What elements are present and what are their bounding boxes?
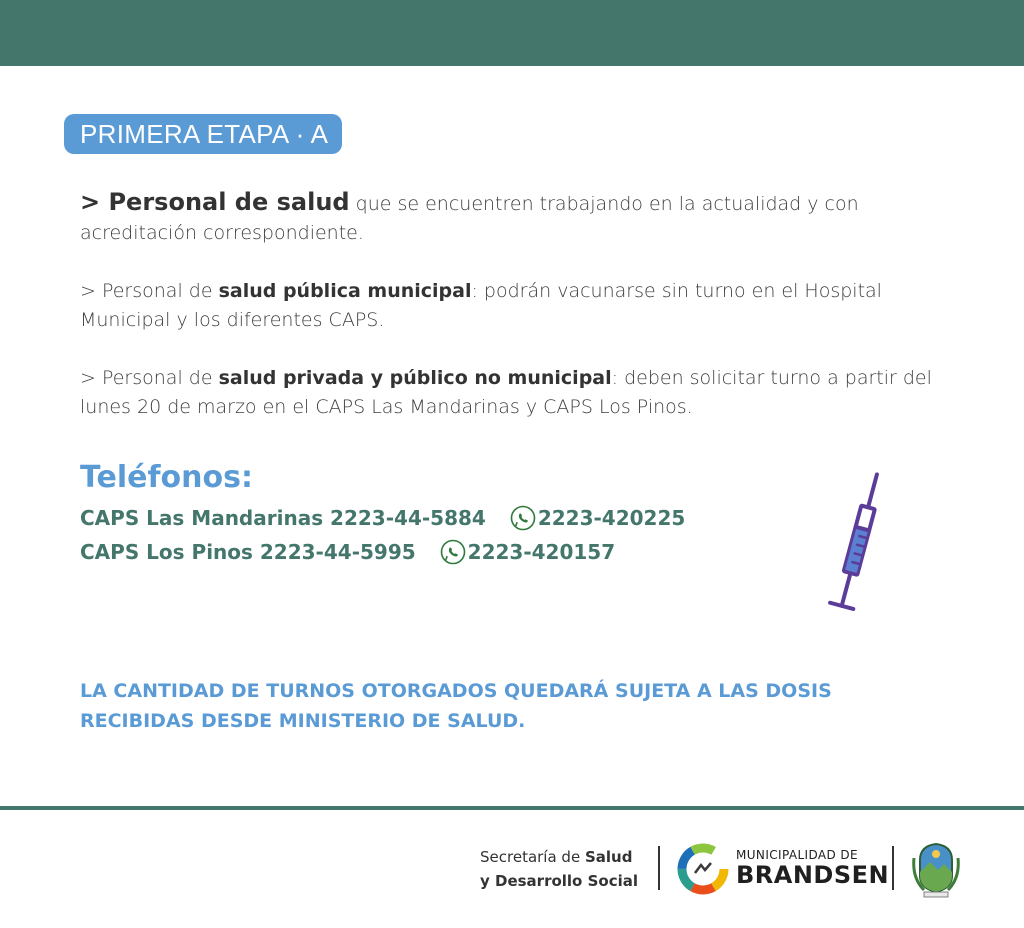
item-text: que se encuentren trabajando en la actualidad y con acreditación correspondiente. [80, 193, 859, 244]
whatsapp-number: 2223-420157 [467, 540, 616, 564]
item-text: : podrán vacunarse sin turno en el Hospital Municipal y los diferentes CAPS. [80, 280, 882, 331]
eligibility-item-private [80, 364, 950, 422]
eligibility-item-health-staff [80, 188, 950, 248]
item-highlight: Personal de salud [108, 188, 350, 216]
phone-row-mandarinas [80, 503, 685, 533]
phone-label: CAPS Los Pinos 2223-44-5995 [80, 540, 416, 564]
phone-row-pinos [80, 537, 615, 567]
whatsapp-icon [440, 539, 466, 565]
secretaria-label: Secretaría de Salud y Desarrollo Social [480, 848, 638, 890]
item-prefix: > [80, 188, 109, 216]
stage-badge: PRIMERA ETAPA · A [64, 114, 342, 154]
whatsapp-contact[interactable] [440, 539, 615, 565]
dose-notice: LA CANTIDAD DE TURNOS OTORGADOS QUEDARÁ SUJETA A LAS DOSIS RECIBIDAS DESDE MINISTERIO DE SALUD. [80, 680, 832, 732]
item-highlight: salud pública municipal [218, 280, 472, 302]
municipal-logo [677, 843, 729, 895]
phones-title: Teléfonos: [80, 460, 253, 495]
eligibility-list [80, 188, 950, 451]
footer-separator [658, 846, 660, 890]
footer-separator [892, 846, 894, 890]
whatsapp-icon [510, 505, 536, 531]
top-banner [0, 0, 1024, 66]
item-text: : deben solicitar turno a partir del lunes 20 de marzo en el CAPS Las Mandarinas y CAPS Los Pinos. [80, 367, 932, 418]
whatsapp-contact[interactable] [510, 505, 685, 531]
eligibility-item-municipal [80, 277, 950, 335]
item-highlight: salud privada y público no municipal [218, 367, 612, 389]
footer-divider [0, 806, 1024, 810]
item-prefix: > Personal de [80, 280, 219, 302]
coat-of-arms [910, 838, 962, 898]
municipality-name: MUNICIPALIDAD DE BRANDSEN [736, 848, 890, 889]
item-prefix: > Personal de [80, 367, 219, 389]
whatsapp-number: 2223-420225 [537, 506, 686, 530]
syringe-icon [826, 470, 890, 620]
phone-label: CAPS Las Mandarinas 2223-44-5884 [80, 506, 486, 530]
